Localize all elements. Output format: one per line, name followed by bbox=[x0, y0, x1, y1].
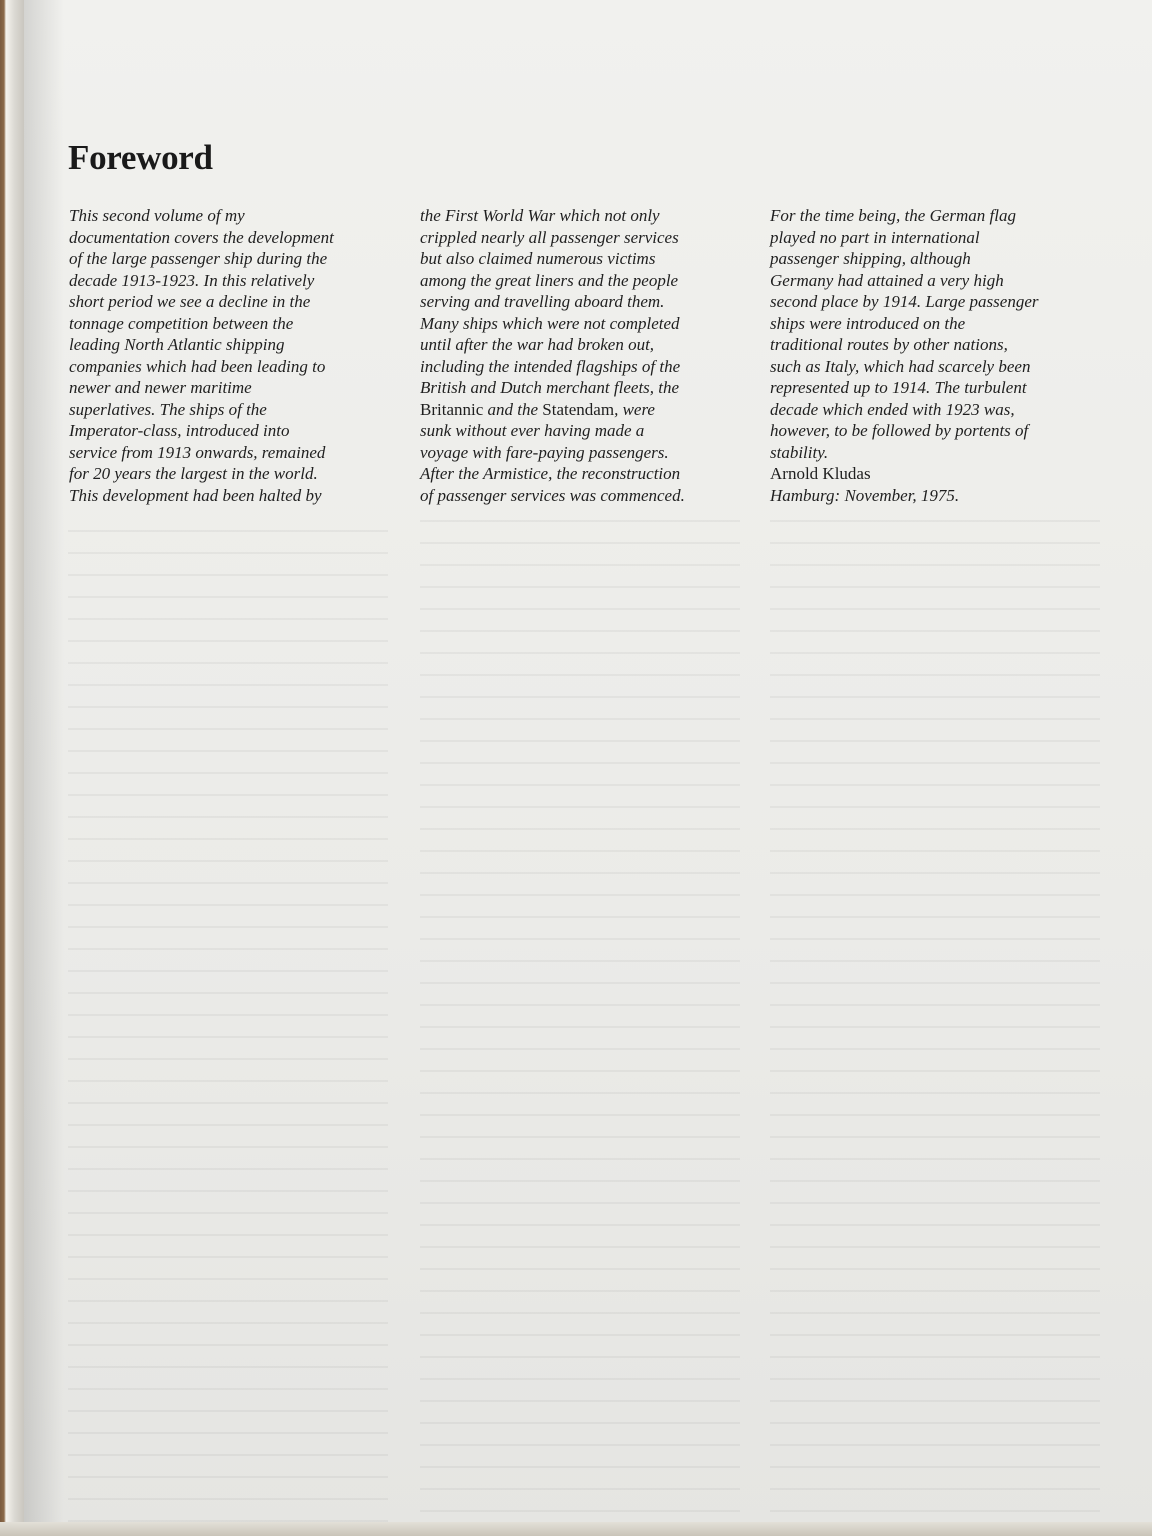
paragraph bbox=[770, 205, 1100, 463]
text-line: however, to be followed by portents of bbox=[770, 421, 1029, 440]
text-line: superlatives. The ships of the bbox=[69, 399, 267, 419]
text-line: stability. bbox=[770, 442, 829, 462]
text-line: ships were introduced on the bbox=[770, 313, 966, 333]
signature-place-date: Hamburg: November, 1975. bbox=[770, 485, 960, 505]
text-line: among the great liners and the people bbox=[420, 270, 679, 290]
book-spine-edge bbox=[0, 0, 24, 1536]
paragraph bbox=[420, 205, 750, 506]
text-line: of the large passenger ship during the bbox=[69, 249, 328, 268]
text-segment: and the bbox=[483, 399, 543, 419]
text-segment: Britannic bbox=[420, 399, 484, 419]
text-line: traditional routes by other nations, bbox=[770, 335, 1008, 354]
signature-author: Arnold Kludas bbox=[770, 464, 871, 483]
paragraph bbox=[69, 205, 394, 506]
text-line: the First World War which not only bbox=[420, 206, 660, 225]
gutter-shadow bbox=[24, 0, 64, 1536]
text-line: documentation covers the development bbox=[69, 227, 334, 247]
text-column-3 bbox=[770, 205, 1100, 506]
text-column-2 bbox=[420, 205, 750, 506]
text-line: such as Italy, which had scarcely been bbox=[770, 356, 1031, 376]
text-line: voyage with fare-paying passengers. bbox=[420, 442, 669, 462]
text-line: service from 1913 onwards, remained bbox=[69, 442, 326, 462]
show-through-column-3 bbox=[770, 520, 1100, 1520]
text-line: For the time being, the German flag bbox=[770, 206, 1016, 225]
text-line: for 20 years the largest in the world. bbox=[69, 464, 318, 483]
text-line: short period we see a decline in the bbox=[69, 292, 311, 311]
text-line: but also claimed numerous victims bbox=[420, 249, 656, 268]
text-line: serving and travelling aboard them. bbox=[420, 292, 665, 311]
text-line: including the intended flagships of the bbox=[420, 356, 681, 376]
text-line: passenger shipping, although bbox=[770, 249, 971, 268]
text-segment: Statendam bbox=[542, 399, 615, 419]
text-line: After the Armistice, the reconstruction bbox=[420, 464, 681, 483]
text-line: decade 1913-1923. In this relatively bbox=[69, 270, 315, 290]
show-through-column-2 bbox=[420, 520, 740, 1520]
text-line: played no part in international bbox=[770, 227, 980, 247]
text-line: British and Dutch merchant fleets, the bbox=[420, 378, 680, 397]
text-column-1 bbox=[69, 205, 394, 506]
text-line: Imperator-class, introduced into bbox=[69, 421, 290, 440]
page-title: Foreword bbox=[68, 138, 213, 177]
text-line: sunk without ever having made a bbox=[420, 421, 645, 440]
text-line: of passenger services was commenced. bbox=[420, 485, 685, 505]
show-through-column-1 bbox=[68, 530, 388, 1530]
text-segment: , were bbox=[614, 399, 655, 419]
text-line bbox=[420, 399, 750, 421]
text-line: This second volume of my bbox=[69, 206, 245, 225]
text-line: crippled nearly all passenger services bbox=[420, 227, 679, 247]
text-line: tonnage competition between the bbox=[69, 313, 294, 333]
text-line: Many ships which were not completed bbox=[420, 313, 680, 333]
text-line: decade which ended with 1923 was, bbox=[770, 399, 1015, 419]
text-line: newer and newer maritime bbox=[69, 378, 252, 397]
text-line: Germany had attained a very high bbox=[770, 270, 1004, 290]
text-line: until after the war had broken out, bbox=[420, 335, 655, 354]
text-line: This development had been halted by bbox=[69, 485, 322, 505]
page-bottom-edge bbox=[0, 1522, 1152, 1536]
text-line: leading North Atlantic shipping bbox=[69, 335, 285, 354]
text-line: companies which had been leading to bbox=[69, 356, 326, 376]
text-line: second place by 1914. Large passenger bbox=[770, 292, 1039, 311]
text-line: represented up to 1914. The turbulent bbox=[770, 378, 1027, 397]
